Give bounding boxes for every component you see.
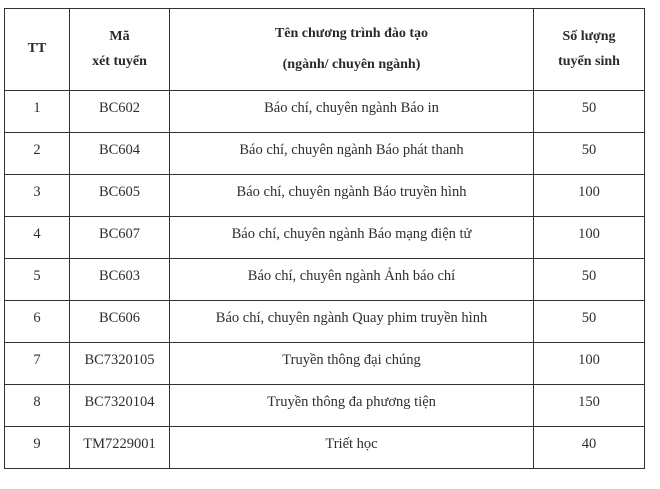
cell-quota-text: 50 (581, 268, 597, 284)
cell-index (5, 91, 70, 133)
cell-index (5, 427, 70, 469)
cell-program-text: Triết học (325, 436, 378, 452)
cell-code (70, 427, 170, 469)
cell-program (170, 385, 534, 427)
header-quota-line2: tuyển sinh (558, 53, 620, 69)
table-row (5, 427, 645, 469)
cell-index (5, 259, 70, 301)
cell-program (170, 175, 534, 217)
cell-index-text: 8 (33, 394, 41, 410)
header-program-line1: Tên chương trình đào tạo (274, 25, 429, 41)
cell-quota (534, 343, 645, 385)
cell-code-text: BC602 (98, 100, 141, 116)
header-index (5, 9, 70, 91)
table-row (5, 133, 645, 175)
cell-code (70, 217, 170, 259)
cell-program (170, 301, 534, 343)
table-row (5, 343, 645, 385)
cell-program-text: Báo chí, chuyên ngành Báo mạng điện tử (231, 226, 472, 242)
cell-quota-text: 100 (578, 226, 600, 242)
cell-index-text: 5 (33, 268, 41, 284)
table-row (5, 301, 645, 343)
cell-program-text: Báo chí, chuyên ngành Quay phim truyền hình (215, 310, 488, 326)
cell-index-text: 3 (33, 184, 41, 200)
cell-program-text: Truyền thông đại chúng (282, 352, 421, 368)
cell-program (170, 91, 534, 133)
cell-code-text: BC605 (98, 184, 141, 200)
cell-quota (534, 133, 645, 175)
cell-code-text: BC606 (98, 310, 141, 326)
cell-quota (534, 385, 645, 427)
cell-code-text: BC7320104 (84, 394, 155, 410)
cell-code (70, 301, 170, 343)
header-program-name (170, 9, 534, 91)
cell-quota (534, 301, 645, 343)
cell-program (170, 259, 534, 301)
cell-code-text: BC7320105 (84, 352, 155, 368)
cell-index-text: 2 (33, 142, 41, 158)
cell-quota-text: 50 (581, 100, 597, 116)
header-program-line2: (ngành/ chuyên ngành) (282, 56, 421, 72)
table-row (5, 91, 645, 133)
admissions-quota-table (4, 8, 645, 469)
cell-index (5, 385, 70, 427)
table-header-row (5, 9, 645, 91)
header-code-line2: xét tuyển (92, 53, 147, 69)
cell-code (70, 343, 170, 385)
cell-code-text: BC603 (98, 268, 141, 284)
cell-index-text: 7 (33, 352, 41, 368)
cell-index (5, 301, 70, 343)
cell-quota (534, 427, 645, 469)
cell-quota-text: 100 (578, 352, 600, 368)
cell-index (5, 133, 70, 175)
header-index-label: TT (27, 41, 47, 57)
cell-index-text: 9 (33, 436, 41, 452)
header-quota (534, 9, 645, 91)
cell-index-text: 6 (33, 310, 41, 326)
cell-program (170, 133, 534, 175)
cell-index (5, 217, 70, 259)
cell-code-text: BC604 (98, 142, 141, 158)
cell-quota (534, 217, 645, 259)
cell-index-text: 1 (33, 100, 41, 116)
cell-code (70, 385, 170, 427)
table-row (5, 175, 645, 217)
cell-quota (534, 175, 645, 217)
cell-program (170, 217, 534, 259)
clipped-preceding-text (120, 0, 540, 3)
cell-code-text: TM7229001 (83, 436, 156, 452)
cell-program-text: Báo chí, chuyên ngành Ảnh báo chí (247, 268, 456, 284)
clipped-text-fragment (120, 0, 540, 3)
cell-index-text: 4 (33, 226, 41, 242)
cell-program (170, 427, 534, 469)
cell-code (70, 175, 170, 217)
table-row (5, 217, 645, 259)
cell-program-text: Truyền thông đa phương tiện (267, 394, 436, 410)
header-admission-code (70, 9, 170, 91)
header-quota-line1: Số lượng (562, 29, 616, 44)
cell-index (5, 343, 70, 385)
cell-quota-text: 150 (578, 394, 600, 410)
cell-quota-text: 100 (578, 184, 600, 200)
cell-quota-text: 40 (581, 436, 597, 452)
cell-quota (534, 91, 645, 133)
cell-code (70, 133, 170, 175)
cell-code-text: BC607 (98, 226, 141, 242)
cell-quota (534, 259, 645, 301)
cell-program (170, 343, 534, 385)
cell-code (70, 91, 170, 133)
cell-quota-text: 50 (581, 142, 597, 158)
cell-code (70, 259, 170, 301)
table-row (5, 385, 645, 427)
table-row (5, 259, 645, 301)
cell-program-text: Báo chí, chuyên ngành Báo in (264, 100, 439, 116)
cell-quota-text: 50 (581, 310, 597, 326)
cell-index (5, 175, 70, 217)
cell-program-text: Báo chí, chuyên ngành Báo phát thanh (239, 142, 464, 158)
header-code-line1: Mã (109, 29, 130, 44)
cell-program-text: Báo chí, chuyên ngành Báo truyền hình (236, 184, 467, 200)
